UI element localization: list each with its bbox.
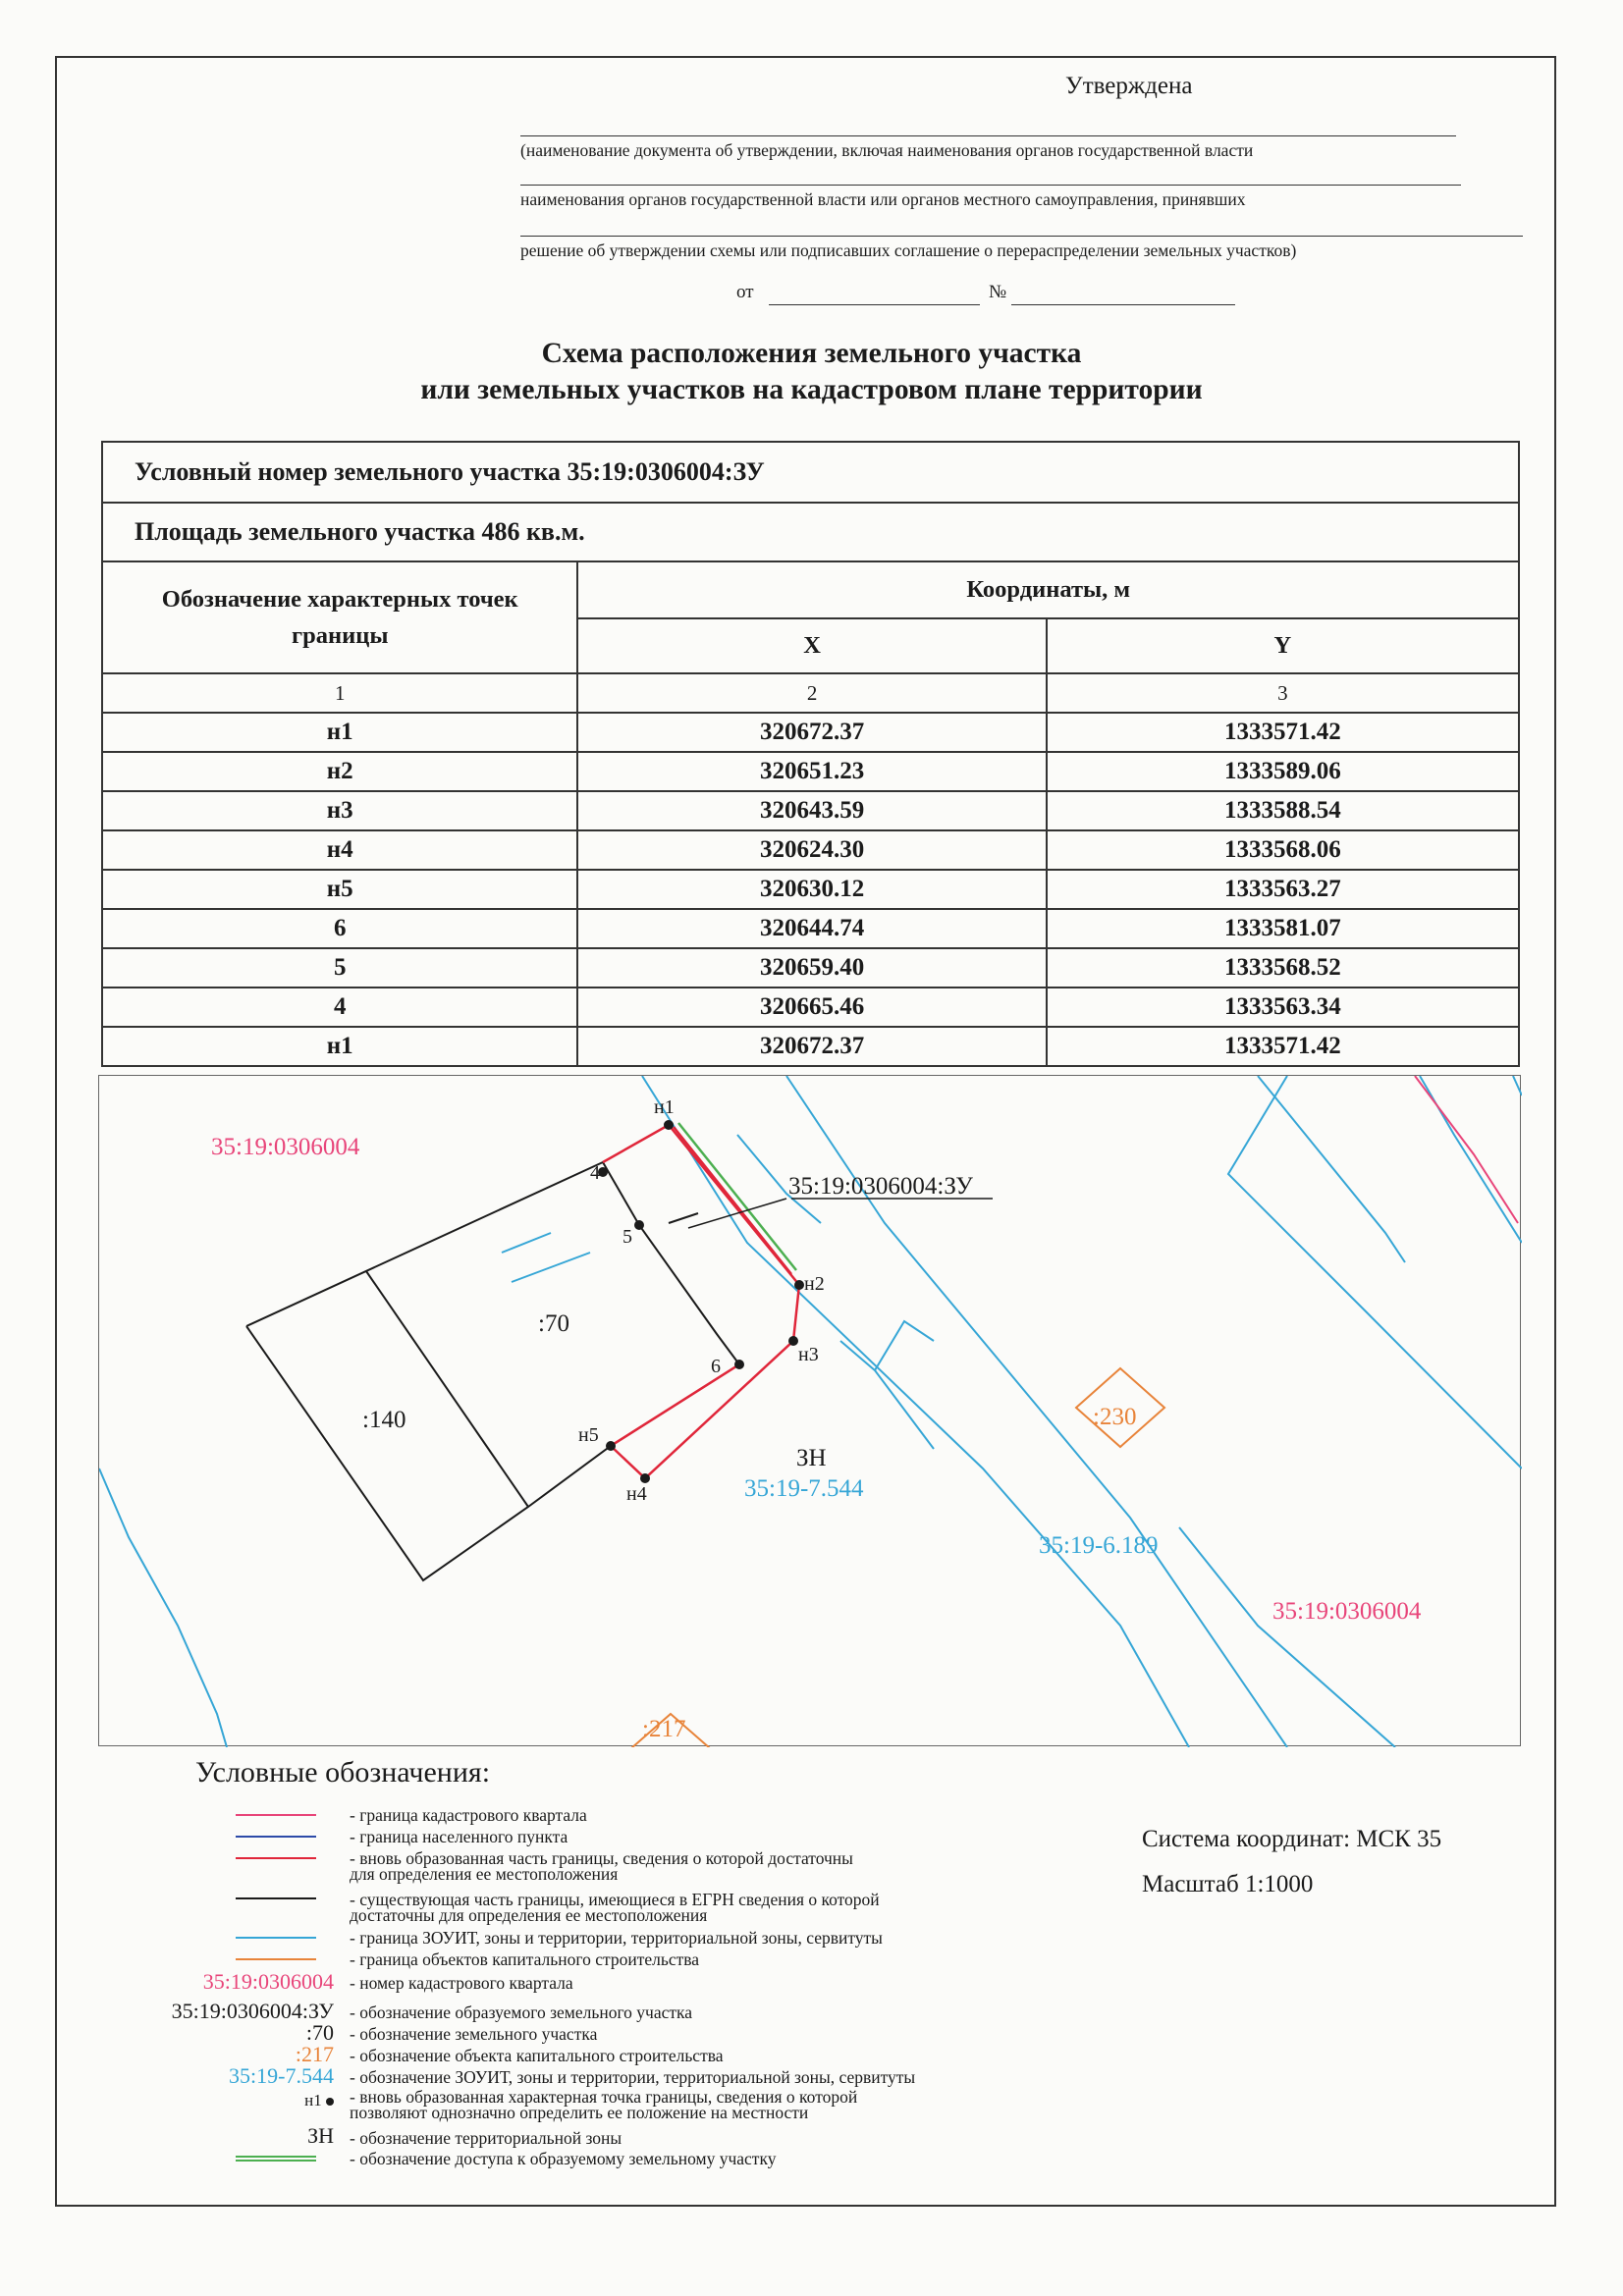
- col-number-3: 3: [1047, 673, 1519, 713]
- building-217-label: :217: [642, 1716, 686, 1742]
- legend-symbol-building: :217: [295, 2042, 334, 2066]
- zone-code-label: 35:19-7.544: [744, 1475, 864, 1502]
- point-cell: н5: [102, 870, 577, 909]
- zone-label: ЗН: [796, 1445, 827, 1471]
- number-underline: [1011, 304, 1235, 305]
- approval-caption-3: решение об утверждении схемы или подписавших соглашение о перераспределении земельных участков): [520, 240, 1297, 260]
- area-cell: Площадь земельного участка 486 кв.м.: [102, 503, 1519, 561]
- boundary-points: [598, 1120, 804, 1483]
- point-cell: 5: [102, 948, 577, 988]
- legend-text-settlement: - граница населенного пункта: [350, 1827, 568, 1846]
- point-dot-icon: [326, 2098, 334, 2106]
- point-cell: 4: [102, 988, 577, 1027]
- label-leader: [688, 1199, 786, 1228]
- doc-title-line1: Схема расположения земельного участка: [541, 338, 1082, 369]
- table-row: [102, 830, 1519, 870]
- x-cell: 320659.40: [577, 948, 1046, 988]
- x-cell: 320624.30: [577, 830, 1046, 870]
- x-header: X: [577, 618, 1046, 673]
- new-parcel-label: 35:19:0306004:ЗУ: [788, 1173, 973, 1200]
- quarter-boundary: [1415, 1076, 1518, 1223]
- legend-line-settlement: [236, 1836, 316, 1838]
- table-row: [102, 713, 1519, 752]
- building-230-label: :230: [1093, 1404, 1137, 1430]
- x-cell: 320651.23: [577, 752, 1046, 791]
- quarter-label-top: 35:19:0306004: [211, 1134, 360, 1160]
- legend-text-point: - вновь образованная характерная точка границы, сведения о которой: [350, 2087, 858, 2107]
- approved-label: Утверждена: [1065, 73, 1193, 99]
- point-5: [634, 1220, 644, 1230]
- legend-text-new-boundary-2: для определения ее местоположения: [350, 1864, 619, 1884]
- legend-text-territorial-zone: - обозначение территориальной зоны: [350, 2128, 622, 2148]
- table-row: [102, 752, 1519, 791]
- legend-line-quarter: [236, 1814, 316, 1816]
- date-label: от: [736, 282, 754, 302]
- label-4: 4: [590, 1162, 600, 1184]
- legend-line-zone: [236, 1937, 316, 1939]
- label-n2: н2: [804, 1273, 825, 1295]
- legend-title: Условные обозначения:: [195, 1756, 491, 1789]
- legend-line-new-boundary: [236, 1857, 316, 1859]
- table-row: [102, 1027, 1519, 1066]
- legend-text-building: - граница объектов капитального строительства: [350, 1949, 700, 1969]
- table-row: [102, 988, 1519, 1027]
- approval-underline-1: [520, 135, 1456, 136]
- number-label: №: [989, 282, 1007, 302]
- legend-symbol-point: [304, 2091, 334, 2110]
- legend-text-access: - обозначение доступа к образуемому земельному участку: [350, 2149, 777, 2168]
- legend-text-parcel: - обозначение земельного участка: [350, 2024, 598, 2044]
- point-n3: [788, 1336, 798, 1346]
- map-svg: [99, 1076, 1522, 1747]
- col-number-1: 1: [102, 673, 577, 713]
- doc-title-line2: или земельных участков на кадастровом плане территории: [420, 374, 1203, 405]
- approval-underline-2: [520, 185, 1461, 186]
- table-row: [102, 791, 1519, 830]
- coordinates-table: [101, 441, 1520, 1067]
- legend-text-new-boundary: - вновь образованная часть границы, сведения о которой достаточны: [350, 1848, 853, 1868]
- point-cell: н1: [102, 1027, 577, 1066]
- label-n5: н5: [578, 1424, 599, 1446]
- label-5: 5: [622, 1226, 632, 1248]
- col-number-2: 2: [577, 673, 1046, 713]
- table-row: [102, 909, 1519, 948]
- x-cell: 320672.37: [577, 713, 1046, 752]
- table-row: [102, 948, 1519, 988]
- legend-text-zone: - граница ЗОУИТ, зоны и территории, территориальной зоны, сервитуты: [350, 1928, 883, 1948]
- x-cell: 320643.59: [577, 791, 1046, 830]
- legend-point-label: н1: [304, 2091, 322, 2109]
- legend-symbol-territorial-zone: ЗН: [307, 2123, 334, 2148]
- new-parcel-boundary: [603, 1125, 799, 1478]
- legend-text-quarter-number: - номер кадастрового квартала: [350, 1973, 573, 1993]
- x-cell: 320672.37: [577, 1027, 1046, 1066]
- parcel-140-label: :140: [362, 1407, 406, 1433]
- table-row: [102, 870, 1519, 909]
- legend-symbol-quarter: 35:19:0306004: [202, 1969, 334, 1994]
- y-cell: 1333581.07: [1047, 909, 1519, 948]
- x-cell: 320644.74: [577, 909, 1046, 948]
- y-header: Y: [1047, 618, 1519, 673]
- y-cell: 1333571.42: [1047, 1027, 1519, 1066]
- approval-caption-1: (наименование документа об утверждении, включая наименования органов государственной власти: [520, 140, 1254, 160]
- point-n5: [606, 1441, 616, 1451]
- cadastral-map: [98, 1075, 1521, 1746]
- x-cell: 320665.46: [577, 988, 1046, 1027]
- legend-symbol-parcel: :70: [305, 2020, 334, 2045]
- point-cell: 6: [102, 909, 577, 948]
- y-cell: 1333563.34: [1047, 988, 1519, 1027]
- label-n4: н4: [626, 1483, 647, 1505]
- legend-text-point-2: позволяют однозначно определить ее положение на местности: [350, 2103, 809, 2122]
- parcel-70-label: :70: [538, 1310, 569, 1337]
- legend-line-existing-boundary: [236, 1897, 316, 1899]
- legend-text-building-label: - обозначение объекта капитального строительства: [350, 2046, 724, 2065]
- coordinates-header: Координаты, м: [577, 561, 1519, 618]
- point-cell: н2: [102, 752, 577, 791]
- legend-line-access-2: [236, 2160, 316, 2162]
- approval-caption-2: наименования органов государственной власти или органов местного самоуправления, принявших: [520, 189, 1246, 209]
- y-cell: 1333589.06: [1047, 752, 1519, 791]
- legend-text-new-parcel: - обозначение образуемого земельного участка: [350, 2002, 693, 2022]
- legend-symbol-new-parcel: 35:19:0306004:ЗУ: [171, 1999, 334, 2023]
- date-underline: [769, 304, 980, 305]
- legend-line-access: [236, 2156, 316, 2158]
- quarter-label-bottom: 35:19:0306004: [1272, 1598, 1422, 1625]
- points-header: Обозначение характерных точек границы: [102, 561, 577, 673]
- label-n1: н1: [654, 1096, 675, 1118]
- label-6: 6: [711, 1356, 721, 1377]
- access-line: [674, 1123, 796, 1274]
- coordinate-system: Система координат: МСК 35: [1142, 1826, 1442, 1852]
- y-cell: 1333568.52: [1047, 948, 1519, 988]
- y-cell: 1333563.27: [1047, 870, 1519, 909]
- y-cell: 1333568.06: [1047, 830, 1519, 870]
- point-n2: [794, 1280, 804, 1290]
- conditional-number-cell: Условный номер земельного участка 35:19:0306004:ЗУ: [102, 442, 1519, 503]
- legend-text-existing-boundary-2: достаточны для определения ее местоположения: [350, 1905, 708, 1925]
- zone-code-2-label: 35:19-6.189: [1039, 1532, 1159, 1559]
- point-cell: н1: [102, 713, 577, 752]
- y-cell: 1333588.54: [1047, 791, 1519, 830]
- legend-text-quarter: - граница кадастрового квартала: [350, 1805, 587, 1825]
- legend-line-building: [236, 1958, 316, 1960]
- point-n4: [640, 1473, 650, 1483]
- map-scale: Масштаб 1:1000: [1142, 1871, 1314, 1897]
- point-6: [734, 1360, 744, 1369]
- point-cell: н3: [102, 791, 577, 830]
- existing-parcels: [246, 1162, 739, 1580]
- label-n3: н3: [798, 1344, 819, 1365]
- legend-text-zone-label: - обозначение ЗОУИТ, зоны и территории, территориальной зоны, сервитуты: [350, 2067, 916, 2087]
- point-cell: н4: [102, 830, 577, 870]
- y-cell: 1333571.42: [1047, 713, 1519, 752]
- legend-text-existing-boundary: - существующая часть границы, имеющиеся в ЕГРН сведения о которой: [350, 1890, 880, 1909]
- approval-underline-3: [520, 236, 1523, 237]
- point-n1: [664, 1120, 674, 1130]
- legend-symbol-zone: 35:19-7.544: [229, 2063, 334, 2088]
- x-cell: 320630.12: [577, 870, 1046, 909]
